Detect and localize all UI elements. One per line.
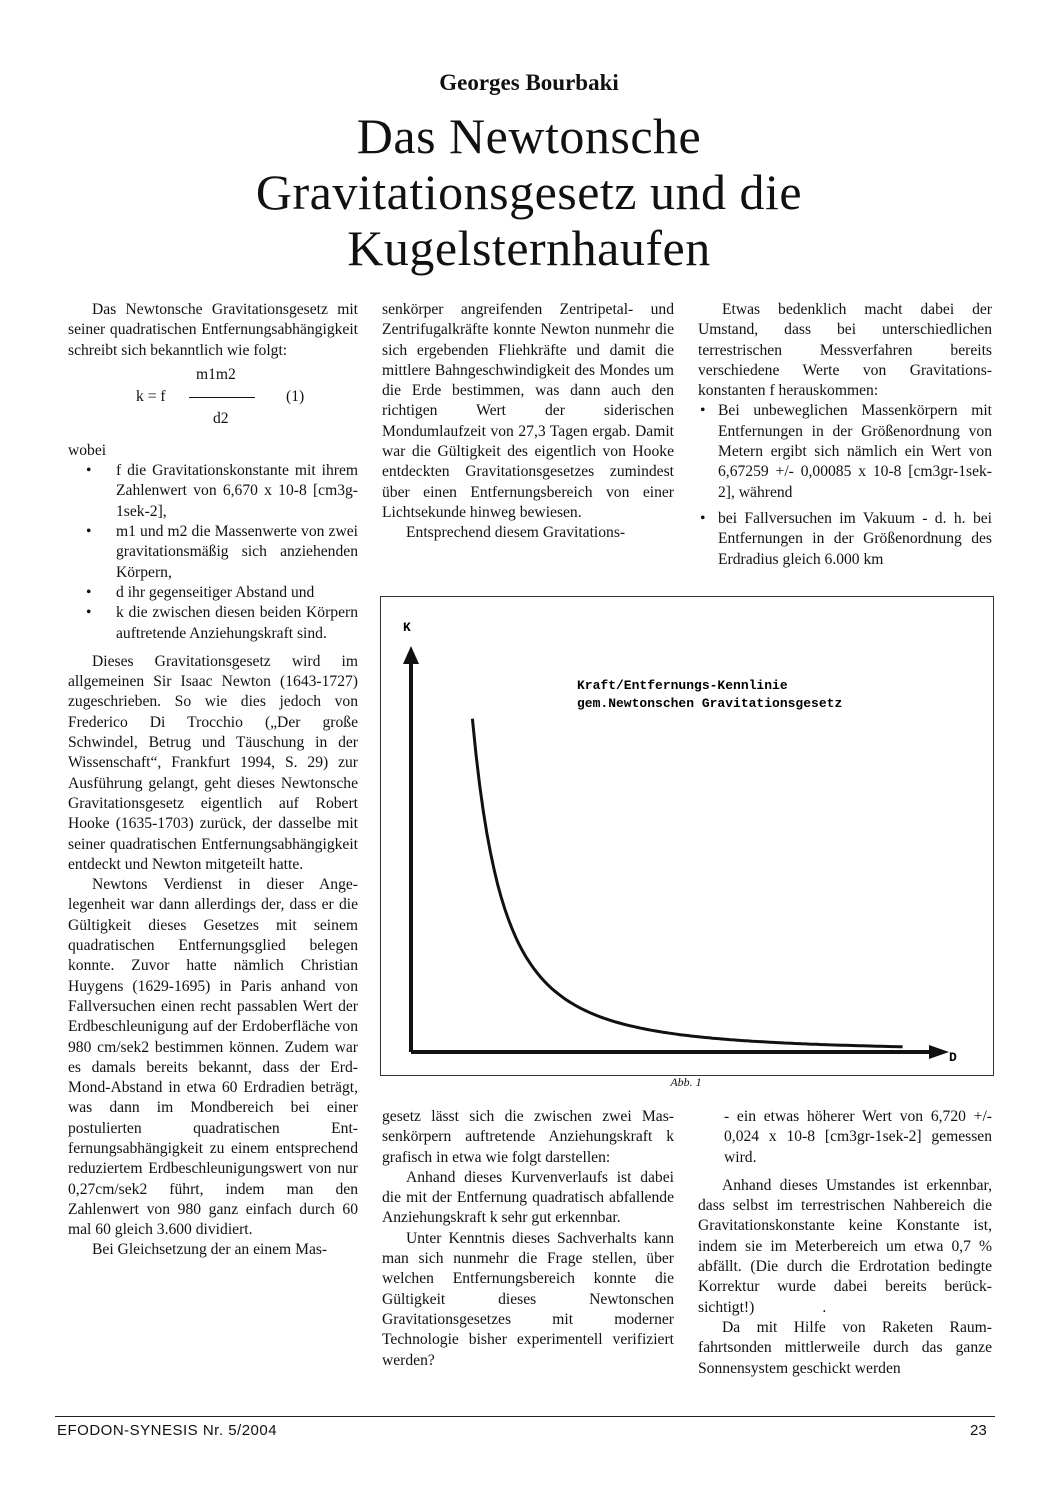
title-line-3: Kugelsternhaufen [347,220,711,276]
column-1 [68,300,358,1261]
col1-paragraph-2: Dieses Gravitationsgesetz wird im allgemeinen Sir Isaac Newton (1643-1727) zugeschrieben. So wie dies jedoch von Frederico Di Trocchio („Der große Schwindel, Betrug und Täuschung in der Wissenschaft“, Frankfurt 1994, S. 29) zur Ausführung gelangt, geht dieses Newtonsche Gravitationsgesetz eigentlich auf Robert Hooke (1635-1703) zurück, der dasselbe mit seiner quadratischen Entfernungsabhängigkeit entdeckt und Newton mitgeteilt hatte. [68,652,358,873]
col2-paragraph-2: Entsprechend diesem Gravitations- [406,524,626,542]
col1-paragraph-4: Bei Gleichsetzung der an einem Mas- [92,1241,328,1259]
list-item [68,461,358,522]
col2-paragraph-3: gesetz lässt sich die zwischen zwei Massenkörpern auftretende Anziehungskraft k grafisch in etwa wie folgt darstellen: [382,1108,674,1166]
formula-1 [68,365,358,439]
column-2-bottom [382,1107,674,1371]
col3-paragraph-4: Da mit Hilfe von Raketen Raumfahrtsonden mittlerweile durch das ganze Sonnensystem geschickt werden [698,1318,992,1377]
column-3-bottom [698,1107,992,1379]
x-axis-arrow-icon [929,1045,949,1059]
formula-lhs: k = f [136,387,166,405]
bullet-icon: • [700,402,706,420]
x-axis-label: D [949,1050,957,1065]
column-3-top [698,300,992,570]
list-item [698,509,992,570]
list-item [698,401,992,502]
y-axis-label: K [403,620,411,635]
bullet-icon: • [86,604,92,622]
title-line-2: Gravitationsgesetz und die [255,164,803,220]
col1-paragraph-3: Newtons Verdienst in dieser Angelegenheit war dann allerdings der, dass er die Gültigkeit dieses Gesetzes mit seinem quadratischen Entfernungsglied belegen konnte. Zuvor hatte nämlich Christian Huygens (1629-1695) in Paris anhand von Fallversuchen einen recht passablen Wert der Erdbeschleunigung auf der Erdoberfläche von 980 cm/sek2 bestimmen können. Zudem war es damals bereits bekannt, dass der Erd-Mond-Abstand in etwa 60 Erdradien beträgt, was dann im Mondbereich bei einer postulierten quadratischen Entfernungsabhängigkeit zu einem entsprechend reduziertem Erdbeschleunigungswert von nur 0,27cm/sek2 führt, indem man den Zahlenwert von 980 ganz einfach durch 60 mal 60 gleich 3.600 dividiert. [68,876,358,1239]
list-item [68,522,358,583]
force-curve-line [472,719,902,1047]
force-distance-chart [381,597,993,1075]
chart-title-line-2: gem.Newtonschen Gravitationsgesetz [577,696,843,711]
list-item [68,583,358,603]
col3-paragraph-3-text: Anhand dieses Umstandes ist erkennbar, dass selbst im terrestrischen Nahbereich die Gravitationskonstante keine Konstante ist, indem sie im Meterbereich um etwa 0,7 % abfällt. (Die durch die Erdrotation bedingte Korrektur wurde dabei bereits berücksichtigt!) [698,1176,992,1316]
wobei-label: wobei [68,441,107,459]
list-item-text: Bei unbeweglichen Massenkörpern mit Entfernungen in der Größenordnung von Metern ergibt sich nämlich ein Wert von 6,67259 +/- 0,00085 x 10-8 [cm3gr-1sek-2], während [718,402,992,501]
fraction-bar [189,397,255,398]
bullet-icon: • [86,462,92,480]
formula-numerator: m1m2 [196,365,236,383]
list-item [68,603,358,644]
col3-paragraph-2: - ein etwas höherer Wert von 6,720 +/- 0,024 x 10-8 [cm3gr-1sek-2] gemessen wird. [724,1108,992,1166]
col2-paragraph-4: Anhand dieses Kurvenverlaufs ist dabei die mit der Entfernung quadratisch abfallende Anziehungskraft k sehr gut erkennbar. [382,1168,674,1227]
list-item-text: m1 und m2 die Massenwerte von zwei gravitationsmäßig sich anziehenden Körpern, [116,523,358,581]
journal-name: EFODON-SYNESIS Nr. 5/2004 [57,1422,278,1439]
y-axis-arrow-icon [403,646,419,664]
column-2-top [382,300,674,544]
figure-caption: Abb. 1 [670,1075,702,1089]
bullet-icon: • [86,523,92,541]
stray-dot: . [822,1298,827,1316]
measurement-list [698,401,992,569]
variable-list [68,461,358,644]
list-item-text: d ihr gegenseitiger Abstand und [116,583,315,601]
article-title [0,108,1058,276]
equation-number: (1) [286,387,305,405]
list-item-text: bei Fallversuchen im Vakuum - d. h. bei Entfernungen in der Größenordnung des Erdradius gleich 6.000 km [718,509,992,568]
footer-rule [55,1416,995,1417]
chart-title-line-1: Kraft/Entfernungs-Kennlinie [577,678,788,693]
bullet-icon: • [86,583,92,601]
col2-paragraph-1: senkörper angreifenden Zentripetal- und Zentrifugalkräfte konnte Newton nunmehr die sich ergebenden Fliehkräfte und damit die mittlere Bahngeschwindigkeit des Mondes um die Erde bestimmen, was dann auch den richtigen Wert der siderischen Mondumlaufzeit von 27,3 Tagen ergab. Damit war die Gültigkeit des eigentlich von Hooke entdeckten Gravitationsgesetzes zumindest über einen Entfernungsbereich von einer Lichtsekunde hinweg bewiesen. [382,301,674,521]
list-item-text: f die Gravitationskonstante mit ihrem Zahlenwert von 6,670 x 10-8 [cm3g-1sek-2], [116,462,358,520]
bullet-icon: • [700,509,706,527]
page-number: 23 [970,1422,987,1439]
author: Georges Bourbaki [439,70,619,95]
figure-1 [380,596,994,1076]
col3-paragraph-3 [698,1176,992,1318]
list-item-text: k die zwischen diesen beiden Körpern auftretende Anziehungskraft sind. [116,604,358,642]
col1-paragraph-1: Das Newtonsche Gravitationsgesetz mit seiner quadratischen Entfernungsabhängigkeit schreibt sich bekanntlich wie folgt: [68,301,358,359]
formula-denominator: d2 [213,409,229,427]
col2-paragraph-5: Unter Kenntnis dieses Sachverhalts kann man sich nunmehr die Frage stellen, über welchen Entfernungsbereich konnte die Gültigkeit dieses Newtonschen Gravitationsgesetzes mit moderner Technologie bisher experimentell verifiziert werden? [382,1229,674,1369]
title-line-1: Das Newtonsche [356,108,702,164]
col3-paragraph-1: Etwas bedenklich macht dabei der Umstand, dass bei unterschiedlichen terrestrischen Messverfahren bereits verschiedene Werte von Gravitationskonstanten f herauskommen: [698,301,992,400]
